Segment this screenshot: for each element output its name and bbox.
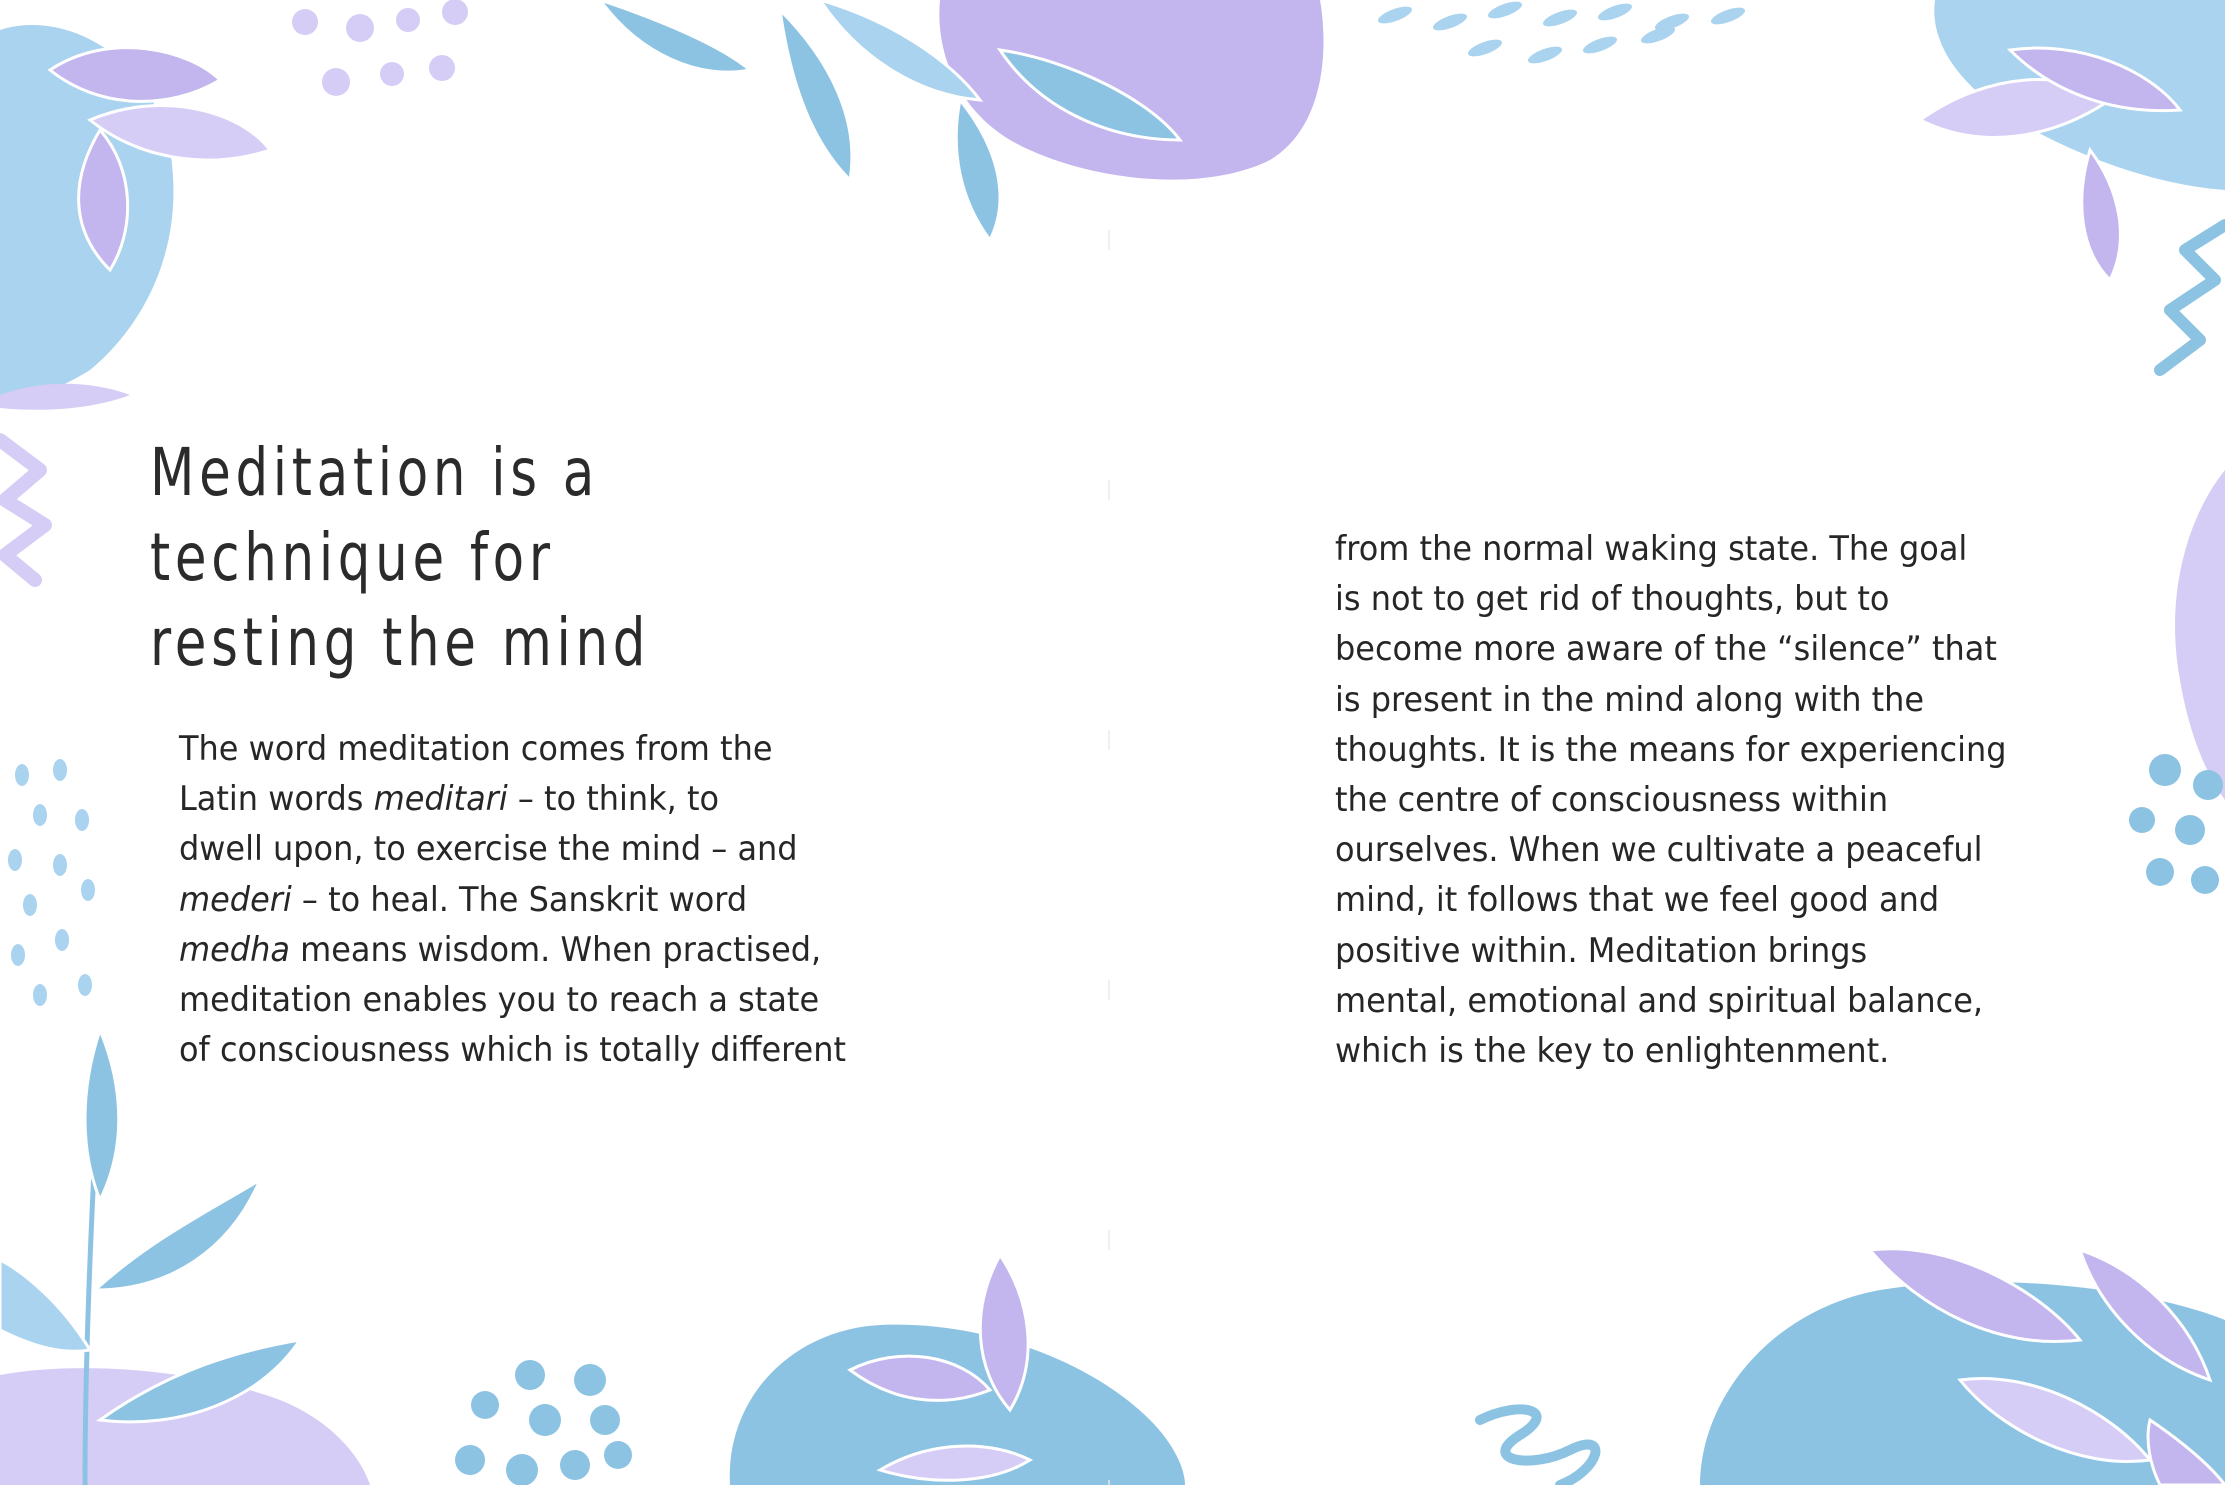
- body-line: medha means wisdom. When practised,: [179, 929, 822, 970]
- body-line: from the normal waking state. The goal: [1335, 529, 1968, 569]
- leaf-icon: [2082, 150, 2121, 280]
- latin-term: meditari: [373, 779, 508, 820]
- top-center-leaves: [600, 0, 1323, 240]
- left-edge-dots: [8, 759, 95, 1006]
- page-heading: [150, 430, 712, 685]
- leaf-icon: [780, 10, 852, 180]
- bottom-right-leaves: [1480, 1249, 2225, 1485]
- bottom-left-leaves: [0, 1030, 370, 1485]
- left-body-text: [179, 724, 846, 1075]
- leaf-icon: [600, 0, 750, 72]
- heading-line-1: Meditation is a: [150, 434, 600, 511]
- body-line: positive within. Meditation brings: [1335, 930, 1868, 971]
- body-line: is not to get rid of thoughts, but to: [1335, 579, 1890, 620]
- dot-cluster: [455, 1360, 632, 1485]
- blob-shape: [939, 0, 1323, 180]
- latin-term: mederi: [179, 879, 292, 920]
- dot-cluster: [292, 0, 468, 96]
- right-edge-shapes: [2129, 470, 2225, 894]
- squiggle-line: [1480, 1409, 1595, 1485]
- squiggle-line: [0, 440, 45, 580]
- body-line: is present in the mind along with the: [1335, 679, 1925, 720]
- heading-line-2: technique for: [150, 519, 555, 596]
- body-line: thoughts. It is the means for experiencing: [1335, 729, 2007, 770]
- page-gutter: [1108, 0, 1110, 1485]
- body-line: of consciousness which is totally different: [179, 1030, 847, 1071]
- bottom-center-leaves: [730, 1255, 1185, 1485]
- body-line: mind, it follows that we feel good and: [1335, 880, 1940, 921]
- dash-cluster: [1376, 0, 1747, 67]
- body-line: Latin words meditari – to think, to: [179, 779, 720, 820]
- top-right-leaves: [1920, 0, 2225, 370]
- body-line: the centre of consciousness within: [1335, 780, 1889, 821]
- body-line: mederi – to heal. The Sanskrit word: [179, 879, 748, 920]
- body-line: meditation enables you to reach a state: [179, 980, 820, 1021]
- body-line: ourselves. When we cultivate a peaceful: [1335, 830, 1983, 871]
- sanskrit-term: medha: [179, 929, 290, 970]
- leaf-icon: [85, 1030, 119, 1200]
- body-line: The word meditation comes from the: [179, 729, 773, 769]
- dot-cluster: [2129, 754, 2223, 894]
- right-body-text: [1335, 524, 2007, 1076]
- body-line: mental, emotional and spiritual balance,: [1335, 980, 1984, 1021]
- leaf-icon: [95, 1180, 260, 1290]
- squiggle-line: [2160, 225, 2225, 370]
- leaf-icon: [0, 1260, 90, 1351]
- body-line: which is the key to enlightenment.: [1335, 1031, 1890, 1072]
- body-line: become more aware of the “silence” that: [1335, 629, 1997, 670]
- blob-shape: [2175, 470, 2225, 800]
- body-line: dwell upon, to exercise the mind – and: [179, 829, 798, 870]
- heading-line-3: resting the mind: [150, 604, 651, 681]
